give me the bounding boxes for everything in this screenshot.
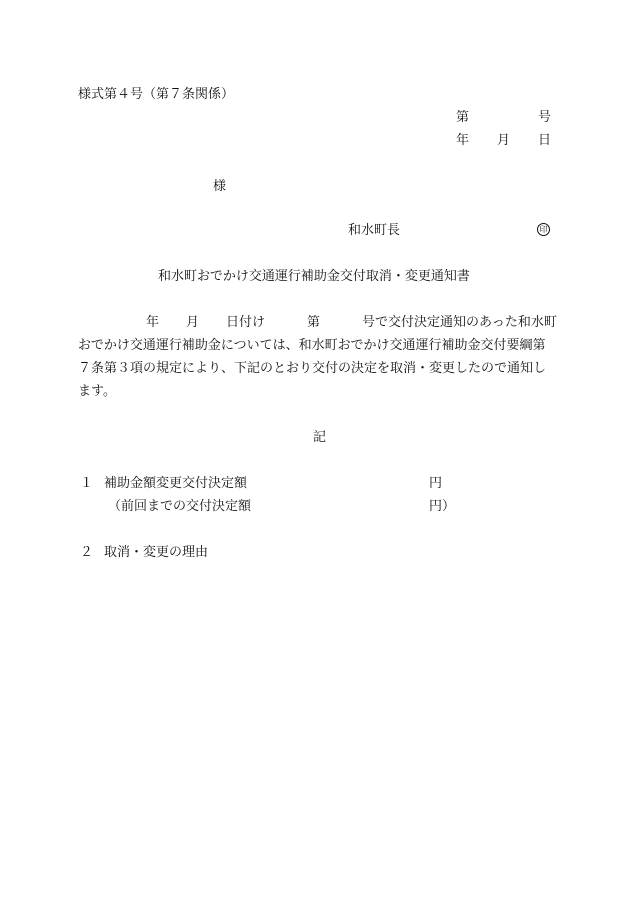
previous-amount-label: （前回までの交付決定額 bbox=[108, 499, 252, 514]
ki-heading: 記 bbox=[313, 430, 327, 445]
doc-date-day: 日 bbox=[538, 133, 552, 148]
doc-date-year: 年 bbox=[456, 133, 470, 148]
item-2-number: ２ bbox=[80, 545, 94, 560]
doc-number-prefix: 第 bbox=[456, 110, 470, 125]
body-line-4: ます。 bbox=[78, 384, 116, 399]
item-2-label: 取消・変更の理由 bbox=[104, 545, 209, 560]
item-1-number: １ bbox=[80, 476, 94, 491]
item-1-label: 補助金額変更交付決定額 bbox=[104, 476, 248, 491]
body-line-3: ７条第３項の規定により、下記のとおり交付の決定を取消・変更したので通知し bbox=[78, 361, 547, 376]
issuer-name: 和水町長 bbox=[348, 223, 401, 238]
ref-day: 日付け bbox=[226, 315, 266, 330]
document-title: 和水町おでかけ交通運行補助金交付取消・変更通知書 bbox=[158, 269, 470, 284]
addressee-suffix: 様 bbox=[213, 179, 227, 194]
ref-month: 月 bbox=[186, 315, 200, 330]
doc-date-month: 月 bbox=[497, 133, 511, 148]
seal-mark: 印 bbox=[537, 223, 550, 236]
body-line-2: おでかけ交通運行補助金については、和水町おでかけ交通運行補助金交付要綱第 bbox=[78, 338, 546, 353]
item-1-unit: 円 bbox=[429, 476, 443, 491]
ref-number-prefix: 第 bbox=[307, 315, 321, 330]
doc-number-suffix: 号 bbox=[538, 110, 552, 125]
previous-amount-unit: 円） bbox=[429, 499, 456, 514]
ref-tail: 号で交付決定通知のあった和水町 bbox=[362, 315, 557, 330]
form-label: 様式第４号（第７条関係） bbox=[78, 87, 235, 102]
ref-year: 年 bbox=[146, 315, 160, 330]
